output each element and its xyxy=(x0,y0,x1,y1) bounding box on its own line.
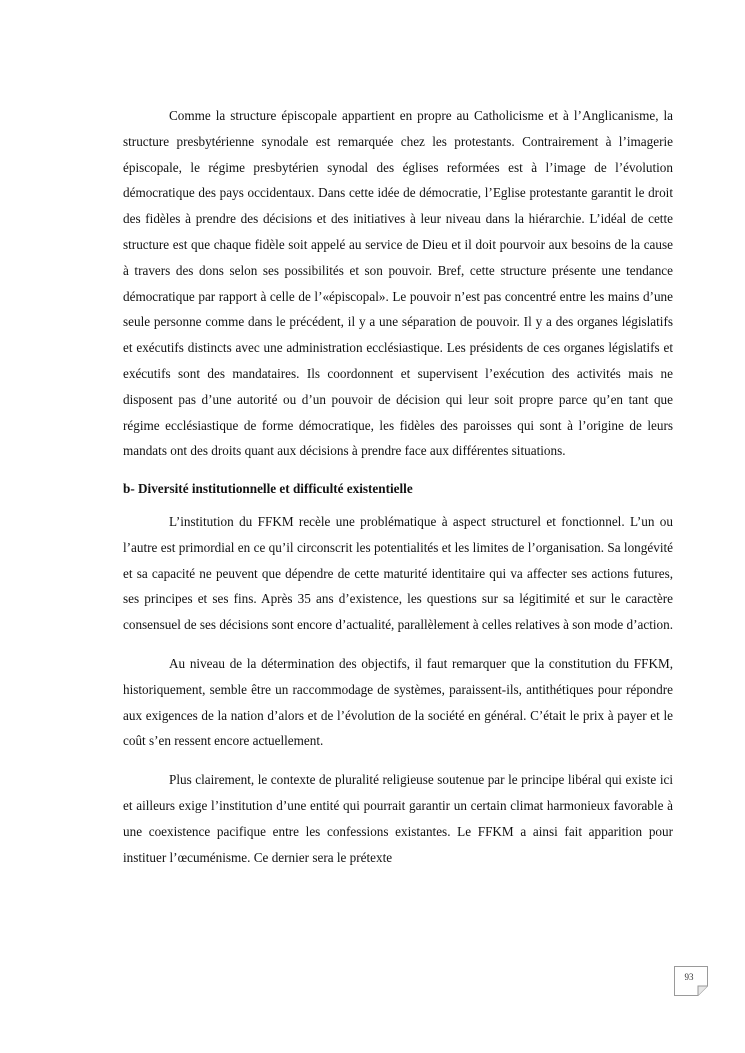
paragraph-religious-plurality: Plus clairement, le contexte de pluralité religieuse soutenue par le principe libéral qui existe ici et ailleurs exige l’institution d’une entité qui pourrait garantir un certain climat harmonieux favorable à une coexistence pacifique entre les confessions existantes. Le FFKM a ainsi fait apparition pour instituer l’œcuménisme. Ce dernier sera le prétexte xyxy=(123,772,673,865)
document-page xyxy=(123,103,673,870)
page-number-badge xyxy=(674,966,708,996)
page-number: 93 xyxy=(684,972,694,982)
paragraph-presbyterian-structure: Comme la structure épiscopale appartient en propre au Catholicisme et à l’Anglicanisme, la structure presbytérienne synodale est remarquée chez les protestants. Contrairement à l’imagerie épiscopale, le régime presbytérien synodal des églises reformées est à l’image de l’évolution démocratique des pays occidentaux. Dans cette idée de démocratie, l’Eglise protestante garantit le droit des fidèles à prendre des décisions et des initiatives à leur niveau dans la hiérarchie. L’idéal de cette structure est que chaque fidèle soit appelé au service de Dieu et il doit pourvoir aux besoins de la cause à travers des dons selon ses possibilités et son pouvoir. Bref, cette structure présente une tendance démocratique par rapport à celle de l’«épiscopal». Le pouvoir n’est pas concentré entre les mains d’une seule personne comme dans le précédent, il y a une séparation de pouvoir. Il y a des organes législatifs et exécutifs distincts avec une administration ecclésiastique. Les présidents de ces organes législatifs et exécutifs sont des mandataires. Ils coordonnent et supervisent l’exécution des activités mais ne disposent pas d’une autorité ou d’un pouvoir de décision qui leur soit propre parce qu’en tant que régime ecclésiastique de forme démocratique, les fidèles des paroisses qui sont à l’origine de leurs mandats ont des droits quant aux décisions à prendre face aux différentes situations. xyxy=(123,108,673,459)
section-heading: b- Diversité institutionnelle et difficulté existentielle xyxy=(123,481,413,497)
paragraph-objectives: Au niveau de la détermination des objectifs, il faut remarquer que la constitution du FFKM, historiquement, semble être un raccommodage de systèmes, paraissent-ils, antithétiques pour répondre aux exigences de la nation d’alors et de l’évolution de la société en général. C’était le prix à payer et le coût s’en ressent encore actuellement. xyxy=(123,655,673,749)
paragraph-ffkm-institution: L’institution du FFKM recèle une problématique à aspect structurel et fonctionnel. L’un ou l’autre est primordial en ce qu’il circonscrit les potentialités et les limites de l’organisation. Sa longévité et sa capacité ne peuvent que dépendre de cette maturité identitaire qui va affecter ses actions futures, ses principes et ses fins. Après 35 ans d’existence, les questions sur sa légitimité et sur le caractère consensuel de ses décisions sont encore d’actualité, parallèlement à celles relatives à son mode d’action. xyxy=(123,513,674,633)
